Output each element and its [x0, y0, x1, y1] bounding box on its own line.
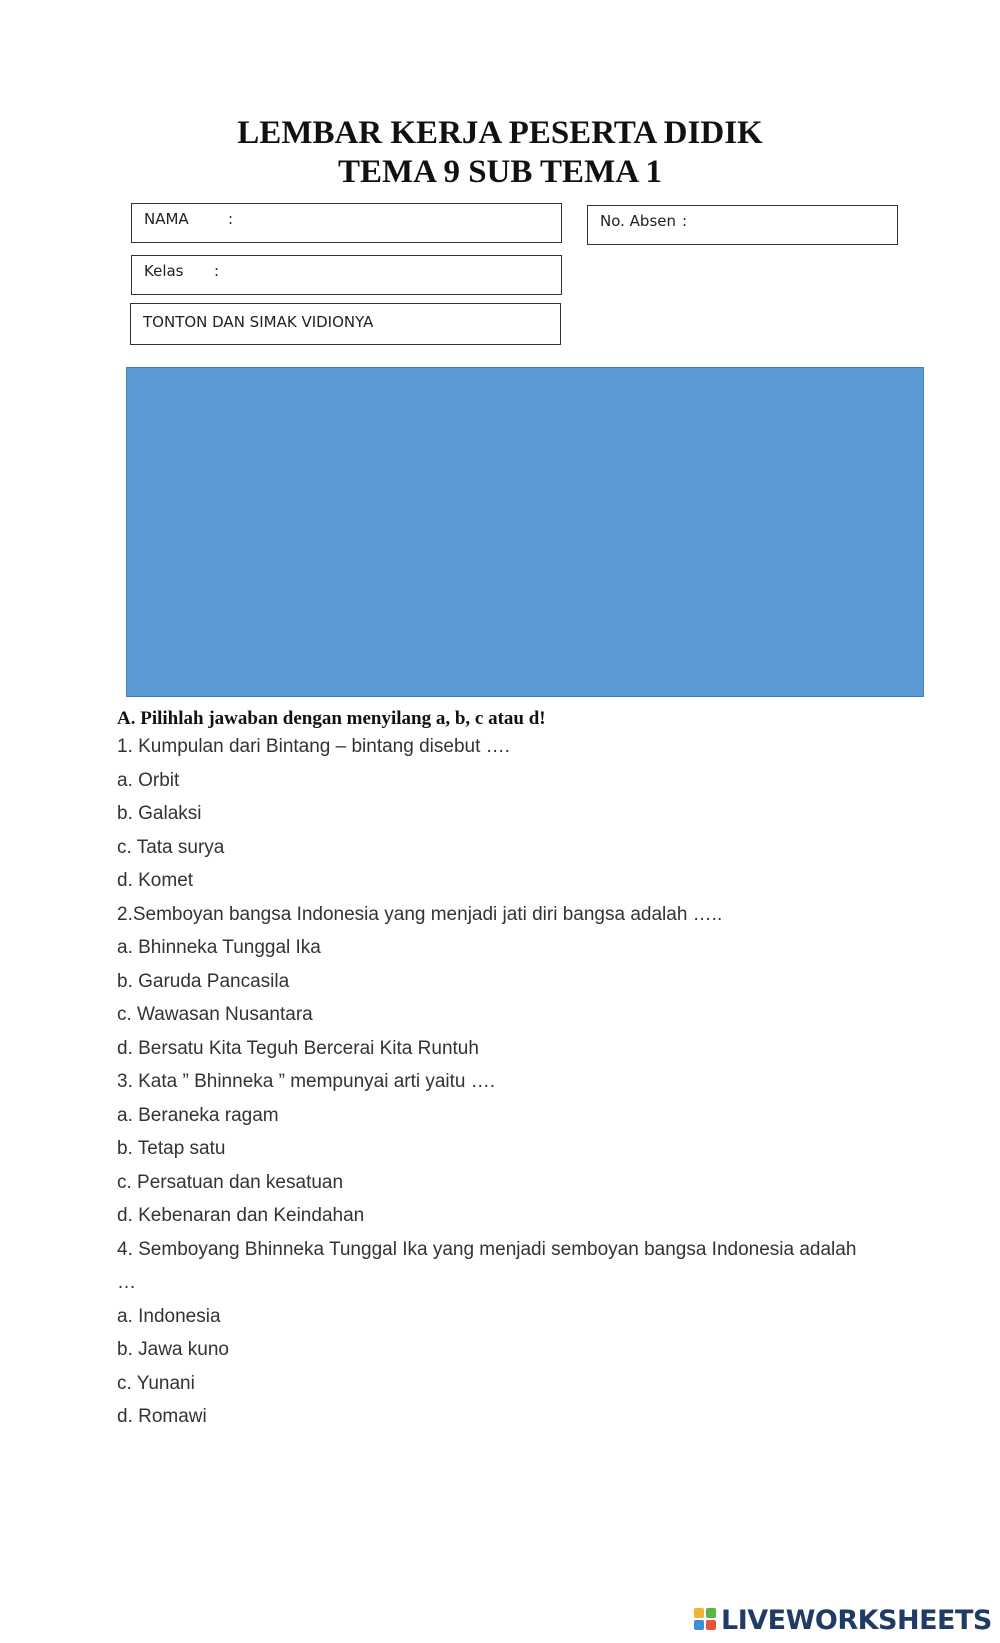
option-4a[interactable]: a. Indonesia — [117, 1306, 221, 1327]
logo-text: LIVEWORKSHEETS — [721, 1604, 992, 1636]
option-3a[interactable]: a. Beraneka ragam — [117, 1105, 279, 1126]
absen-field[interactable] — [587, 205, 898, 245]
question-3: 3. Kata ” Bhinneka ” mempunyai arti yaitu …. — [117, 1071, 496, 1092]
option-3b[interactable]: b. Tetap satu — [117, 1138, 226, 1159]
video-player[interactable] — [126, 367, 924, 697]
option-2a[interactable]: a. Bhinneka Tunggal Ika — [117, 937, 321, 958]
option-2c[interactable]: c. Wawasan Nusantara — [117, 1004, 313, 1025]
section-title: A. Pilihlah jawaban dengan menyilang a, b, c atau d! — [117, 708, 546, 729]
worksheet-title: LEMBAR KERJA PESERTA DIDIK — [237, 115, 763, 151]
kelas-colon: : — [214, 262, 220, 280]
option-4c[interactable]: c. Yunani — [117, 1373, 195, 1394]
nama-field[interactable] — [131, 203, 562, 243]
instruction-box — [130, 303, 561, 345]
absen-label: No. Absen — [600, 212, 677, 230]
option-4b[interactable]: b. Jawa kuno — [117, 1339, 229, 1360]
option-2b[interactable]: b. Garuda Pancasila — [117, 971, 290, 992]
option-1c[interactable]: c. Tata surya — [117, 837, 225, 858]
option-1b[interactable]: b. Galaksi — [117, 803, 202, 824]
option-3c[interactable]: c. Persatuan dan kesatuan — [117, 1172, 344, 1193]
option-4d[interactable]: d. Romawi — [117, 1406, 207, 1427]
absen-colon: : — [682, 212, 688, 230]
question-4-continued: … — [117, 1272, 136, 1293]
nama-label: NAMA — [144, 210, 189, 228]
option-1d[interactable]: d. Komet — [117, 870, 194, 891]
liveworksheets-logo-icon — [694, 1608, 718, 1632]
question-4: 4. Semboyang Bhinneka Tunggal Ika yang menjadi semboyan bangsa Indonesia adalah — [117, 1239, 857, 1260]
liveworksheets-logo[interactable] — [694, 1604, 992, 1636]
instruction-text: TONTON DAN SIMAK VIDIONYA — [143, 313, 374, 331]
kelas-label: Kelas — [144, 262, 184, 280]
worksheet-subtitle: TEMA 9 SUB TEMA 1 — [338, 154, 662, 190]
option-2d[interactable]: d. Bersatu Kita Teguh Bercerai Kita Runtuh — [117, 1038, 479, 1059]
question-1: 1. Kumpulan dari Bintang – bintang disebut …. — [117, 736, 510, 757]
option-3d[interactable]: d. Kebenaran dan Keindahan — [117, 1205, 365, 1226]
kelas-field[interactable] — [131, 255, 562, 295]
option-1a[interactable]: a. Orbit — [117, 770, 180, 791]
nama-colon: : — [228, 210, 234, 228]
question-2: 2.Semboyan bangsa Indonesia yang menjadi jati diri bangsa adalah ….. — [117, 904, 723, 925]
